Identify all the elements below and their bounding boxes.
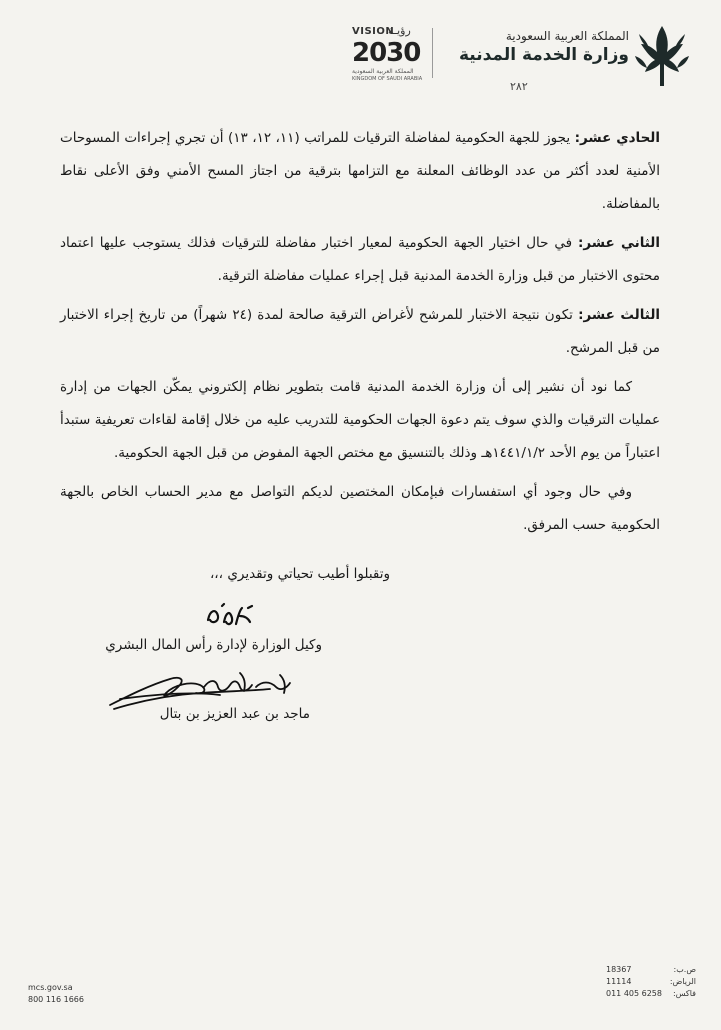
signer-name: ماجد بن عبد العزيز بن بتال — [159, 706, 310, 722]
ministry-header — [439, 28, 629, 66]
footer-address — [606, 964, 696, 1000]
paragraph-electronic-system: كما نود أن نشير إلى أن وزارة الخدمة المدنية قامت بتطوير نظام إلكتروني يمكّن الجهات من إدارة عمليات الترقيات والذي سوف يتم دعوة الجهات الحكومية للتدريب عليه من خلال إقامة لقاءات تعريفية ستبدأ اعتباراً من يوم الأحد ١٤٤١/١/٢هـ وذلك بالتنسيق مع مختص الجهة المفوض من قبل الجهة الحكومية. — [60, 379, 660, 461]
vision-2030-logo-icon — [338, 26, 428, 82]
header-divider — [432, 28, 433, 78]
clause-12-text: في حال اختيار الجهة الحكومية لمعيار اختبار مفاضلة للترقيات فذلك يستوجب عليها اعتماد محتوى الاختبار من قبل وزارة الخدمة المدنية قبل إجراء عمليات مفاضلة الترقية. — [60, 235, 660, 284]
footer-website: mcs.gov.sa — [28, 983, 73, 992]
clause-13 — [60, 299, 660, 365]
clause-12 — [60, 227, 660, 293]
closing-line: وتقبلوا أطيب تحياتي وتقديري ،،، — [209, 566, 391, 582]
signer-title: وكيل الوزارة لإدارة رأس المال البشري — [105, 637, 322, 653]
letter-body — [60, 122, 660, 542]
city-value: 11114 — [606, 977, 632, 986]
vision-kingdom-ar: المملكة العربية السعودية — [352, 68, 414, 75]
footer-po-box — [606, 964, 696, 976]
clause-12-lead: الثاني عشر: — [577, 235, 660, 251]
vision-word: VISION — [352, 26, 395, 37]
handwritten-initials — [200, 598, 260, 632]
footer-fax — [606, 988, 696, 1000]
footer-contact — [28, 982, 84, 1006]
ministry-name: وزارة الخدمة المدنية — [458, 45, 629, 65]
clause-13-text: تكون نتيجة الاختبار للمرشح لأغراض الترقية صالحة لمدة (٢٤ شهراً) من تاريخ إجراء الاختبار من قبل المرشح. — [60, 307, 660, 356]
po-box-label: ص.ب: — [673, 965, 696, 974]
po-box-value: 18367 — [606, 965, 632, 974]
footer-phone: 800 116 1666 — [28, 995, 84, 1004]
ministry-emblem-icon — [633, 20, 691, 92]
clause-11-lead: الحادي عشر: — [574, 130, 660, 146]
vision-year: 2030 — [352, 38, 421, 68]
clause-11 — [60, 122, 660, 221]
reference-number: ٢٨٢ — [510, 80, 528, 93]
vision-ar: رؤيـة — [388, 24, 411, 37]
clause-13-lead: الثالث عشر: — [578, 307, 661, 323]
fax-value: 011 405 6258 — [606, 989, 662, 998]
vision-kingdom-en: KINGDOM OF SAUDI ARABIA — [352, 76, 423, 82]
footer-city — [606, 976, 696, 988]
ministry-country: المملكة العربية السعودية — [505, 29, 629, 43]
fax-label: فاكس: — [673, 989, 696, 998]
clause-11-text: يجوز للجهة الحكومية لمفاضلة الترقيات للمراتب (١١، ١٢، ١٣) أن تجري إجراءات المسوحات الأمنية لعدد أكثر من عدد الوظائف المعلنة مع التزامها بترقية من اجتاز المسح الأمني وفق الأعلى نقاط بالمفاضلة. — [60, 130, 660, 212]
paragraph-inquiries: وفي حال وجود أي استفسارات فبإمكان المختصين لديكم التواصل مع مدير الحساب الخاص بالجهة الحكومية حسب المرفق. — [60, 484, 660, 533]
city-label: الرياض: — [669, 977, 696, 986]
